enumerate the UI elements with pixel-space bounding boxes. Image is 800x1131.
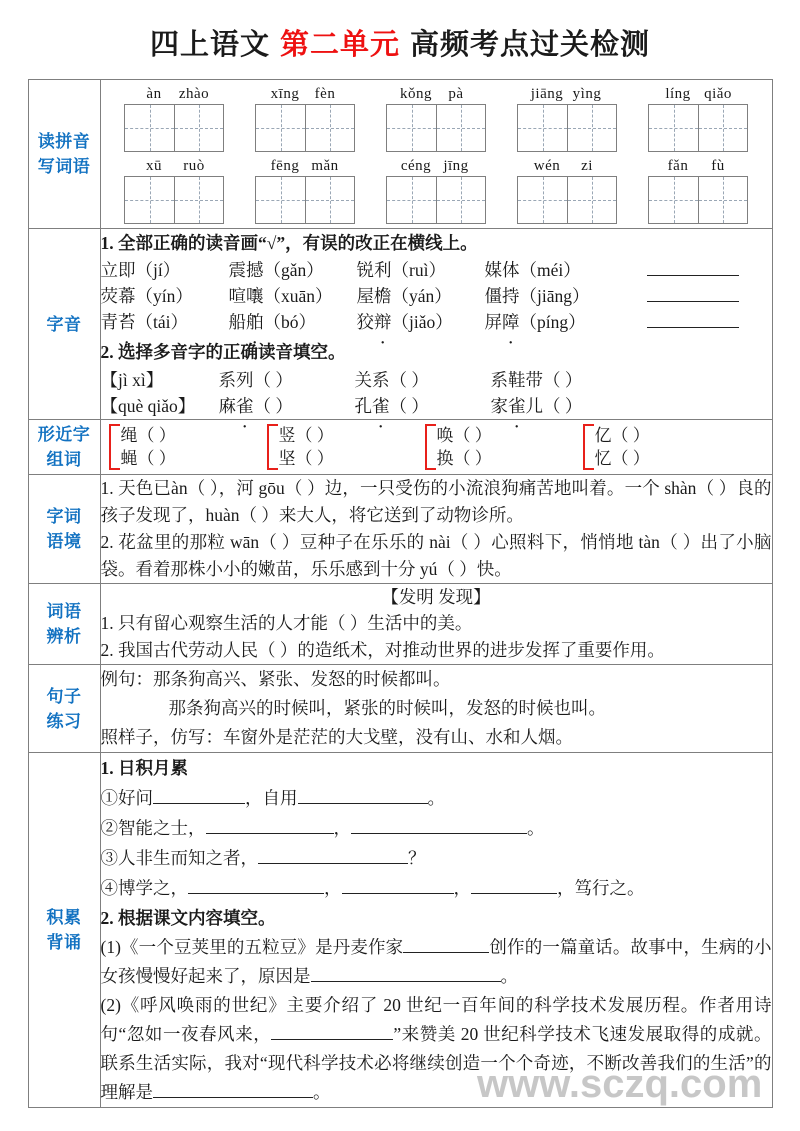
pinyin-word-cell <box>648 158 748 224</box>
xingjinzi-pair <box>437 424 492 470</box>
answer-blank[interactable] <box>647 261 739 276</box>
answer-blank[interactable] <box>403 937 489 953</box>
tianzige-box[interactable] <box>648 176 748 224</box>
jilei-p1-text-c: 。 <box>500 966 518 986</box>
pinyin-syllable: àn <box>146 86 162 102</box>
duoyinzi-question: 孔雀（ ） <box>354 396 429 416</box>
site-watermark: www.sczq.com <box>477 1062 763 1106</box>
pinyin-label <box>648 158 748 175</box>
zeyin-row <box>101 283 772 309</box>
zeyin-word: 屋檐（yán） <box>356 286 452 306</box>
jilei-p2-text-a: (2)《呼风唤雨的世纪》主要介绍了 20 世纪一百年间的科学技术发展历程。作者用诗句“忽如一夜春风来， <box>100 995 772 1044</box>
xingjinzi-top[interactable]: 唤（ ） <box>436 426 492 445</box>
xingjinzi-pair <box>595 424 650 470</box>
red-brace-icon <box>267 424 278 470</box>
row-label-xingjinzi-line1: 形近字 <box>37 425 91 444</box>
pinyin-word-cell <box>386 86 486 152</box>
table-row-yujing <box>28 475 772 584</box>
answer-blank[interactable] <box>206 818 334 834</box>
pinyin-grid-row-2 <box>105 154 768 226</box>
tianzige-square[interactable] <box>305 177 354 223</box>
tianzige-square[interactable] <box>436 177 485 223</box>
table-row-pinyin <box>28 80 772 229</box>
zeyin-cell <box>100 229 772 420</box>
zeyin-word: 媒体（méi） <box>484 260 581 280</box>
pinyin-syllable: qiǎo <box>704 86 732 102</box>
table-row-juzi <box>28 665 772 753</box>
pinyin-syllable: xīng <box>270 86 300 102</box>
xingjinzi-bottom[interactable]: 蝇（ ） <box>120 449 176 468</box>
zeyin-row <box>101 309 772 335</box>
pinyin-syllable: xū <box>146 158 162 174</box>
tianzige-box[interactable] <box>124 176 224 224</box>
row-label-bianxi-line2: 辨析 <box>46 627 82 646</box>
duoyinzi-row <box>101 393 772 419</box>
zeyin-word: 青苔（tái） <box>100 312 188 332</box>
row-label-xingjinzi-line2: 组词 <box>46 450 82 469</box>
duoyinzi-question: 系鞋带（ ） <box>490 370 583 390</box>
tianzige-box[interactable] <box>386 104 486 152</box>
title-part-1: 四上语文 <box>149 29 270 61</box>
juzi-practice-line: 照样子，仿写：车窗外是茫茫的大戈壁，没有山、水和人烟。 <box>100 727 573 747</box>
xingjinzi-bottom[interactable]: 忆（ ） <box>594 449 650 468</box>
jilei-item-text: ②智能之士， <box>100 818 206 838</box>
pinyin-syllable: fǎn <box>667 158 689 174</box>
row-label-zeyin <box>28 229 100 420</box>
pinyin-label <box>386 158 486 175</box>
title-part-3: 高频考点过关检测 <box>410 29 651 61</box>
row-label-bianxi <box>28 584 100 665</box>
row-label-yujing <box>28 475 100 584</box>
row-label-yujing-line1: 字词 <box>46 507 82 526</box>
jilei-item-text: ③人非生而知之者， <box>100 848 258 868</box>
answer-blank[interactable] <box>271 1024 393 1040</box>
pinyin-label <box>648 86 748 103</box>
pinyin-syllable: zi <box>581 158 593 174</box>
duoyinzi-question: 关系（ ） <box>354 370 429 390</box>
tianzige-box[interactable] <box>517 176 617 224</box>
jilei-p2-text-c: 。 <box>313 1082 331 1102</box>
table-row-xingjinzi <box>28 420 772 475</box>
jilei-item <box>101 813 772 843</box>
duoyinzi-pinyin-bank: 【jì xì】 <box>100 370 164 390</box>
tianzige-box[interactable] <box>386 176 486 224</box>
xingjinzi-group <box>583 424 741 470</box>
tianzige-box[interactable] <box>124 104 224 152</box>
pinyin-word-cell <box>255 86 355 152</box>
tianzige-square[interactable] <box>567 105 616 151</box>
tianzige-square[interactable] <box>518 177 567 223</box>
tianzige-square[interactable] <box>387 177 436 223</box>
row-label-bianxi-line1: 词语 <box>46 602 82 621</box>
row-label-jilei <box>28 753 100 1108</box>
pinyin-word-cell <box>124 86 224 152</box>
tianzige-box[interactable] <box>517 104 617 152</box>
tianzige-square[interactable] <box>125 105 174 151</box>
red-brace-icon <box>583 424 594 470</box>
row-label-jilei-line1: 积累 <box>46 908 82 927</box>
answer-parenthesis[interactable]: （ ） <box>253 370 293 390</box>
pinyin-label <box>124 158 224 175</box>
zeyin-word: 荧幕（yín） <box>100 286 193 306</box>
zeyin-word: 喧嚷（xuān） <box>228 286 333 306</box>
zeyin-word: 立即（jí） <box>100 260 181 280</box>
answer-blank[interactable] <box>471 878 557 894</box>
pinyin-syllable: mǎn <box>311 158 339 174</box>
row-label-jilei-line2: 背诵 <box>46 933 82 952</box>
xingjinzi-top[interactable]: 亿（ ） <box>594 426 650 445</box>
answer-blank[interactable] <box>298 788 428 804</box>
tianzige-square[interactable] <box>518 105 567 151</box>
jilei-item-text: ，笃行之。 <box>557 878 645 898</box>
duoyinzi-question: 麻雀（ ） <box>218 396 293 416</box>
row-label-yujing-line2: 语境 <box>46 532 82 551</box>
tianzige-box[interactable] <box>255 176 355 224</box>
answer-parenthesis[interactable]: （ ） <box>389 396 429 416</box>
jilei-item-text: ， <box>453 878 471 898</box>
red-brace-icon <box>109 424 120 470</box>
page-title <box>0 0 800 79</box>
row-label-juzi-line1: 句子 <box>46 686 82 706</box>
yujing-paragraph-1: 1. 天色已àn（ ），河 gōu（ ）边，一只受伤的小流浪狗痛苦地叫着。一个 shàn（ ）良的孩子发现了，huàn（ ）来大人，将它送到了动物诊所。 <box>100 478 772 525</box>
zeyin-q2-title: 2. 选择多音字的正确读音填空。 <box>100 342 346 362</box>
pinyin-syllable: pà <box>448 86 464 102</box>
answer-blank[interactable] <box>342 878 454 894</box>
zeyin-word-rows <box>101 257 772 335</box>
xingjinzi-bottom[interactable]: 坚（ ） <box>278 449 334 468</box>
zeyin-word: 船舶（bó） <box>228 312 316 332</box>
row-label-zeyin-text: 字音 <box>46 314 82 334</box>
tianzige-square[interactable] <box>174 105 223 151</box>
answer-blank[interactable] <box>647 287 739 302</box>
tianzige-square[interactable] <box>436 105 485 151</box>
jilei-p2-text-b: ”来赞美 20 世纪科学技术飞速发展取得的成就。联系生活实际，我对“现代科学技术必将继续创造一个个奇迹，不断改善我们的生活”的理解是 <box>100 1024 772 1102</box>
pinyin-syllable: zhào <box>178 86 210 102</box>
yujing-paragraph-2: 2. 花盆里的那粒 wān（ ）豆种子在乐乐的 nài（ ）心照料下，悄悄地 tàn（ ）出了小脑袋。看着那株小小的嫩苗，乐乐感到十分 yú（ ）快。 <box>100 532 772 579</box>
juzi-example-line-1: 例句：那条狗高兴、紧张、发怒的时候都叫。 <box>100 669 451 689</box>
pinyin-label <box>517 86 617 103</box>
tianzige-square[interactable] <box>387 105 436 151</box>
pinyin-grid-row-1 <box>105 82 768 154</box>
zeyin-row <box>101 257 772 283</box>
xingjinzi-pair <box>279 424 334 470</box>
pinyin-syllable: céng <box>400 158 432 174</box>
zeyin-word: 锐利（ruì） <box>356 260 446 280</box>
bianxi-item-1: 1. 只有留心观察生活的人才能（ ）生活中的美。 <box>100 613 473 633</box>
answer-blank[interactable] <box>351 818 527 834</box>
answer-blank[interactable] <box>153 1082 313 1098</box>
bianxi-cell <box>100 584 772 665</box>
jilei-fill-paragraph-2 <box>101 991 772 1107</box>
pinyin-word-cell <box>648 86 748 152</box>
zeyin-q1-title: 1. 全部正确的读音画“√”，有误的改正在横线上。 <box>100 233 478 253</box>
pinyin-label <box>255 86 355 103</box>
answer-blank[interactable] <box>647 313 739 328</box>
tianzige-square[interactable] <box>649 177 698 223</box>
duoyinzi-row <box>101 367 772 393</box>
jilei-p1-text-a: (1)《一个豆荚里的五粒豆》是丹麦作家 <box>100 937 404 957</box>
xingjinzi-top[interactable]: 绳（ ） <box>120 426 176 445</box>
tianzige-box[interactable] <box>255 104 355 152</box>
jilei-item-text: ？ <box>408 848 426 868</box>
jilei-heading-1: 1. 日积月累 <box>100 758 188 778</box>
table-row-zeyin <box>28 229 772 420</box>
tianzige-square[interactable] <box>256 177 305 223</box>
tianzige-square[interactable] <box>174 177 223 223</box>
table-row-bianxi <box>28 584 772 665</box>
jilei-item-list <box>101 783 772 903</box>
pinyin-word-cell <box>517 86 617 152</box>
tianzige-square[interactable] <box>649 105 698 151</box>
answer-blank[interactable] <box>311 966 501 982</box>
pinyin-syllable: wén <box>533 158 561 174</box>
tianzige-square[interactable] <box>567 177 616 223</box>
zeyin-word: 僵持（jiāng） <box>484 286 590 306</box>
pinyin-syllable: kǒng <box>400 86 432 102</box>
jilei-item-text: ， <box>324 878 342 898</box>
jilei-item-text: ①好问 <box>100 788 153 808</box>
pinyin-syllable: fù <box>711 158 725 174</box>
row-label-pinyin-line1: 读拼音 <box>37 132 91 151</box>
pinyin-syllable: fèn <box>314 86 336 102</box>
answer-blank[interactable] <box>258 848 408 864</box>
pinyin-word-cell <box>255 158 355 224</box>
jilei-item-text: 。 <box>527 818 545 838</box>
tianzige-square[interactable] <box>698 177 747 223</box>
xingjinzi-group <box>425 424 583 470</box>
xingjinzi-pair <box>121 424 176 470</box>
duoyinzi-rows <box>101 367 772 419</box>
xingjinzi-groups <box>105 422 768 472</box>
bianxi-item-2: 2. 我国古代劳动人民（ ）的造纸术，对推动世界的进步发挥了重要作用。 <box>100 640 665 660</box>
duoyinzi-question: 系列（ ） <box>218 370 293 390</box>
jilei-item <box>101 783 772 813</box>
row-label-pinyin-line2: 写词语 <box>37 157 91 176</box>
row-label-xingjinzi <box>28 420 100 475</box>
xingjinzi-bottom[interactable]: 换（ ） <box>436 449 492 468</box>
pinyin-syllable: fēng <box>270 158 300 174</box>
jilei-heading-2: 2. 根据课文内容填空。 <box>100 908 276 928</box>
answer-parenthesis[interactable]: （ ） <box>389 370 429 390</box>
jilei-cell <box>100 753 772 1108</box>
duoyinzi-pinyin-bank: 【què qiǎo】 <box>100 396 196 416</box>
answer-parenthesis[interactable]: （ ） <box>543 396 583 416</box>
jilei-item <box>101 843 772 873</box>
answer-parenthesis[interactable]: （ ） <box>543 370 583 390</box>
row-label-juzi-line2: 练习 <box>46 711 82 731</box>
duoyinzi-question: 家雀儿（ ） <box>490 396 583 416</box>
table-row-jilei <box>28 753 772 1108</box>
zeyin-word: 屏障（píng） <box>484 312 586 332</box>
jilei-item-text: ④博学之， <box>100 878 188 898</box>
answer-blank[interactable] <box>153 788 245 804</box>
yujing-cell <box>100 475 772 584</box>
answer-parenthesis[interactable]: （ ） <box>253 396 293 416</box>
pinyin-syllable: ruò <box>183 158 205 174</box>
pinyin-syllable: jiāng <box>530 86 564 102</box>
answer-blank[interactable] <box>188 878 324 894</box>
tianzige-box[interactable] <box>648 104 748 152</box>
jilei-item-text: ，自用 <box>245 788 298 808</box>
bianxi-word-bank: 【发明 发现】 <box>381 587 491 607</box>
jilei-p1-text-b: 创作的一篇童话。故事中，生病的小女孩慢慢好起来了，原因是 <box>100 937 772 986</box>
pinyin-syllable: jīng <box>443 158 469 174</box>
row-label-pinyin <box>28 80 100 229</box>
tianzige-square[interactable] <box>698 105 747 151</box>
tianzige-square[interactable] <box>125 177 174 223</box>
zeyin-word: 震撼（gǎn） <box>228 260 324 280</box>
pinyin-word-cell <box>124 158 224 224</box>
title-unit: 第二单元 <box>279 29 400 61</box>
pinyin-syllable: yìng <box>572 86 602 102</box>
pinyin-syllable: líng <box>665 86 691 102</box>
pinyin-label <box>517 158 617 175</box>
jilei-item-text: ， <box>333 818 351 838</box>
xingjinzi-cell <box>100 420 772 475</box>
pinyin-label <box>386 86 486 103</box>
worksheet-table <box>28 79 773 1108</box>
tianzige-square[interactable] <box>256 105 305 151</box>
red-brace-icon <box>425 424 436 470</box>
pinyin-grid-cell <box>100 80 772 229</box>
pinyin-word-cell <box>517 158 617 224</box>
pinyin-label <box>255 158 355 175</box>
xingjinzi-group <box>267 424 425 470</box>
zeyin-word: 狡辩（jiǎo） <box>356 312 453 332</box>
pinyin-label <box>124 86 224 103</box>
pinyin-word-cell <box>386 158 486 224</box>
xingjinzi-top[interactable]: 竖（ ） <box>278 426 334 445</box>
jilei-item <box>101 873 772 903</box>
jilei-item-text: 。 <box>427 788 445 808</box>
juzi-cell <box>100 665 772 753</box>
row-label-juzi <box>28 665 100 753</box>
juzi-example-line-2: 那条狗高兴的时候叫，紧张的时候叫，发怒的时候也叫。 <box>168 698 606 718</box>
tianzige-square[interactable] <box>305 105 354 151</box>
jilei-fill-paragraph-1 <box>101 933 772 991</box>
